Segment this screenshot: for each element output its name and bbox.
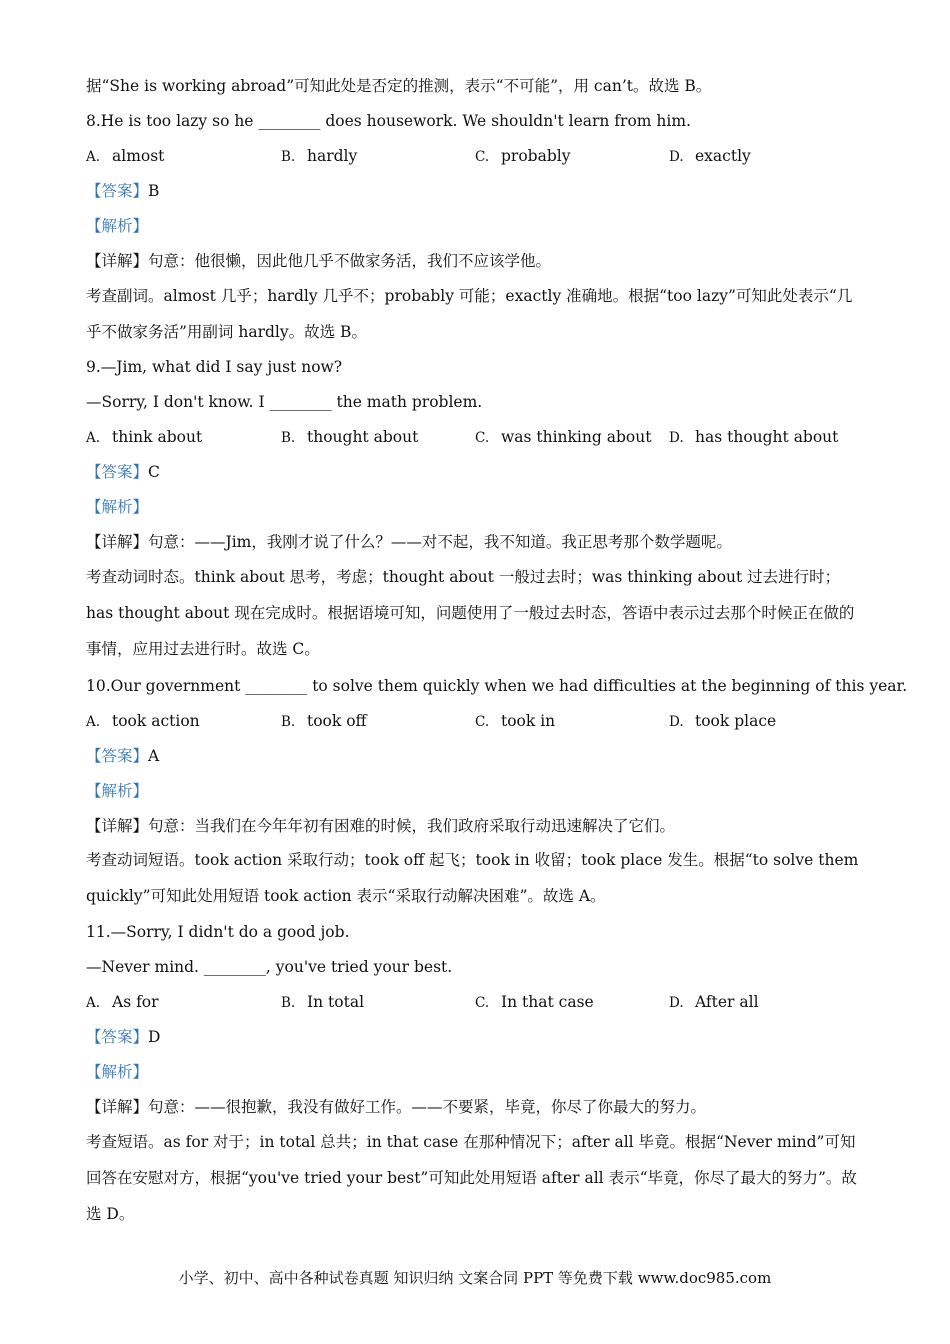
explanation-text: 考查短语。as for 对于；in total 总共；in that case 在那种情况下；after all 毕竟。根据“Never mind”可知回答在安慰对方，根据“you've tried your best”可知此处用短语 after all 表示“毕竟，你尽了最大的努力”。故选 D。 — [86, 1133, 857, 1223]
intro-text: 据“She is working abroad”可知此处是否定的推测，表示“不可能”，用 can’t。故选 B。 — [86, 77, 712, 95]
question-11-stem: 11.—Sorry, I didn't do a good job. — [86, 923, 350, 941]
analysis-label: 【解析】 — [86, 498, 149, 516]
option-b: B. took off — [281, 712, 367, 730]
option-c: C. took in — [475, 712, 556, 730]
page-footer: 小学、初中、高中各种试卷真题 知识归纳 文案合同 PPT 等免费下载 www.doc985.com — [178, 1269, 772, 1287]
explanation-text: 考查动词时态。think about 思考，考虑；thought about 一般过去时；was thinking about 过去进行时；has thought about 现在完成时。根据语境可知，问题使用了一般过去时态，答语中表示过去那个时候正在做的事情，应用过去进行时。故选 C。 — [86, 568, 855, 658]
detail-line: 【详解】句意：他很懒，因此他几乎不做家务活，我们不应该学他。 — [86, 252, 552, 270]
option-d: D. After all — [669, 993, 759, 1011]
answer-line: 【答案】D — [86, 1028, 161, 1046]
answer-line: 【答案】B — [86, 182, 160, 200]
question-9-stem: 9.—Jim, what did I say just now? — [86, 358, 343, 376]
detail-line: 【详解】句意：——Jim，我刚才说了什么？——对不起，我不知道。我正思考那个数学题呢。 — [86, 533, 732, 551]
question-10-options — [86, 711, 866, 731]
detail-line: 【详解】句意：——很抱歉，我没有做好工作。——不要紧，毕竟，你尽了你最大的努力。 — [86, 1098, 707, 1116]
option-d: D. took place — [669, 712, 777, 730]
question-8-stem: 8.He is too lazy so he ________ does housework. We shouldn't learn from him. — [86, 112, 691, 130]
option-b: B. In total — [281, 993, 365, 1011]
question-9-stem-reply: —Sorry, I don't know. I ________ the math problem. — [86, 393, 483, 411]
option-a: A. think about — [86, 428, 203, 446]
option-b: B. thought about — [281, 428, 419, 446]
question-11-stem-reply: —Never mind. ________, you've tried your best. — [86, 958, 453, 976]
option-d: D. has thought about — [669, 428, 839, 446]
analysis-label: 【解析】 — [86, 782, 149, 800]
question-8-options — [86, 146, 866, 166]
option-a: A. took action — [86, 712, 200, 730]
answer-line: 【答案】A — [86, 747, 160, 765]
option-a: A. As for — [86, 993, 159, 1011]
question-9-options — [86, 427, 866, 447]
option-c: C. probably — [475, 147, 571, 165]
answer-line: 【答案】C — [86, 463, 160, 481]
explanation-text: 考查动词短语。took action 采取行动；took off 起飞；took in 收留；took place 发生。根据“to solve them quickly”可知此处用短语 took action 表示“采取行动解决困难”。故选 A。 — [86, 851, 859, 905]
option-c: C. was thinking about — [475, 428, 652, 446]
option-a: A. almost — [86, 147, 165, 165]
detail-line: 【详解】句意：当我们在今年年初有困难的时候，我们政府采取行动迅速解决了它们。 — [86, 817, 676, 835]
option-d: D. exactly — [669, 147, 751, 165]
question-11-options — [86, 992, 866, 1012]
analysis-label: 【解析】 — [86, 217, 149, 235]
analysis-label: 【解析】 — [86, 1063, 149, 1081]
question-10-stem: 10.Our government ________ to solve them quickly when we had difficulties at the beginning of this year. — [86, 677, 908, 695]
option-b: B. hardly — [281, 147, 358, 165]
option-c: C. In that case — [475, 993, 594, 1011]
explanation-text: 考查副词。almost 几乎；hardly 几乎不；probably 可能；exactly 准确地。根据“too lazy”可知此处表示“几乎不做家务活”用副词 hardly。故选 B。 — [86, 287, 853, 341]
